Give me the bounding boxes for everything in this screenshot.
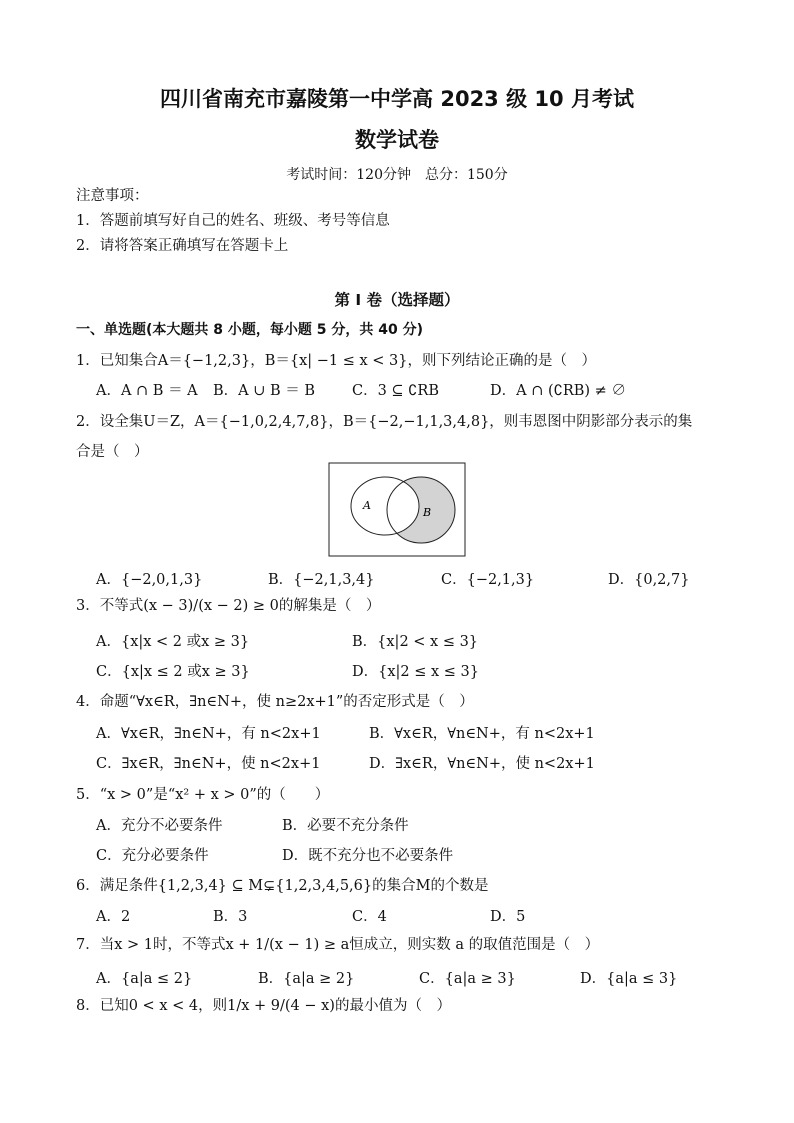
q6-option-c: C．4 <box>352 909 387 925</box>
question-1-stem: 1．已知集合A＝{−1,2,3}，B＝{x| −1 ≤ x < 3}，则下列结论正确的是（ ） <box>76 353 596 369</box>
question-2-stem: 2．设全集U＝Z，A＝{−1,0,2,4,7,8}，B＝{−2,−1,1,3,4,8}，则韦恩图中阴影部分表示的集 <box>76 414 693 430</box>
q5-option-a: A．充分不必要条件 <box>96 818 223 834</box>
q4-option-c: C．∃x∈R，∃n∈N+，使 n<2x+1 <box>96 756 321 772</box>
question-4-stem: 4．命题“∀x∈R，∃n∈N+，使 n≥2x+1”的否定形式是（ ） <box>76 694 474 710</box>
q3-option-b: B．{x|2 < x ≤ 3} <box>352 634 479 650</box>
notice-heading: 注意事项： <box>76 188 149 204</box>
q5-option-d: D．既不充分也不必要条件 <box>282 848 454 864</box>
exam-title: 四川省南充市嘉陵第一中学高 2023 级 10 月考试 <box>160 87 634 111</box>
q7-option-d: D．{a|a ≤ 3} <box>580 971 678 987</box>
question-8-stem: 8．已知0 < x < 4，则1/x + 9/(4 − x)的最小值为（ ） <box>76 998 451 1014</box>
question-5-stem: 5．“x > 0”是“x² + x > 0”的（ ） <box>76 787 330 803</box>
exam-info: 考试时间：120分钟 总分：150分 <box>286 167 508 183</box>
q4-option-d: D．∃x∈R，∀n∈N+，使 n<2x+1 <box>369 756 595 772</box>
q2-option-c: C．{−2,1,3} <box>441 572 535 588</box>
q3-option-a: A．{x|x < 2 或x ≥ 3} <box>96 634 250 650</box>
q3-option-d: D．{x|2 ≤ x ≤ 3} <box>352 664 480 680</box>
section-title: 第 I 卷（选择题） <box>334 291 460 309</box>
notice-item-2: 2．请将答案正确填写在答题卡上 <box>76 238 289 254</box>
q4-option-a: A．∀x∈R，∃n∈N+，有 n<2x+1 <box>96 726 321 742</box>
question-6-stem: 6．满足条件{1,2,3,4} ⊆ M⊊{1,2,3,4,5,6}的集合M的个数是 <box>76 878 489 894</box>
venn-label-a: A <box>363 499 371 512</box>
q1-option-d: D．A ∩ (∁RB) ≠ ∅ <box>490 383 626 399</box>
q1-option-b: B．A ∪ B ＝ B <box>213 383 316 399</box>
q2-option-b: B．{−2,1,3,4} <box>268 572 375 588</box>
question-3-stem: 3．不等式(x − 3)/(x − 2) ≥ 0的解集是（ ） <box>76 598 381 614</box>
q1-option-a: A．A ∩ B ＝ A <box>96 383 198 399</box>
notice-item-1: 1．答题前填写好自己的姓名、班级、考号等信息 <box>76 213 390 229</box>
q2-option-a: A．{−2,0,1,3} <box>96 572 203 588</box>
question-7-stem: 7．当x > 1时，不等式x + 1/(x − 1) ≥ a恒成立，则实数 a 的取值范围是（ ） <box>76 937 600 953</box>
q1-option-c: C．3 ⊆ ∁RB <box>352 383 439 399</box>
q6-option-d: D．5 <box>490 909 526 925</box>
venn-label-b: B <box>423 506 432 519</box>
q6-option-b: B．3 <box>213 909 248 925</box>
part-title: 一、单选题(本大题共 8 小题，每小题 5 分，共 40 分) <box>76 322 424 338</box>
question-2-stem-cont: 合是（ ） <box>76 444 149 460</box>
q7-option-a: A．{a|a ≤ 2} <box>96 971 193 987</box>
q4-option-b: B．∀x∈R，∀n∈N+，有 n<2x+1 <box>369 726 595 742</box>
q6-option-a: A．2 <box>96 909 131 925</box>
q3-option-c: C．{x|x ≤ 2 或x ≥ 3} <box>96 664 250 680</box>
q5-option-c: C．充分必要条件 <box>96 848 209 864</box>
q2-option-d: D．{0,2,7} <box>608 572 690 588</box>
q7-option-b: B．{a|a ≥ 2} <box>258 971 355 987</box>
venn-diagram <box>328 462 466 557</box>
q7-option-c: C．{a|a ≥ 3} <box>419 971 516 987</box>
exam-subtitle: 数学试卷 <box>355 128 439 152</box>
q5-option-b: B．必要不充分条件 <box>282 818 409 834</box>
